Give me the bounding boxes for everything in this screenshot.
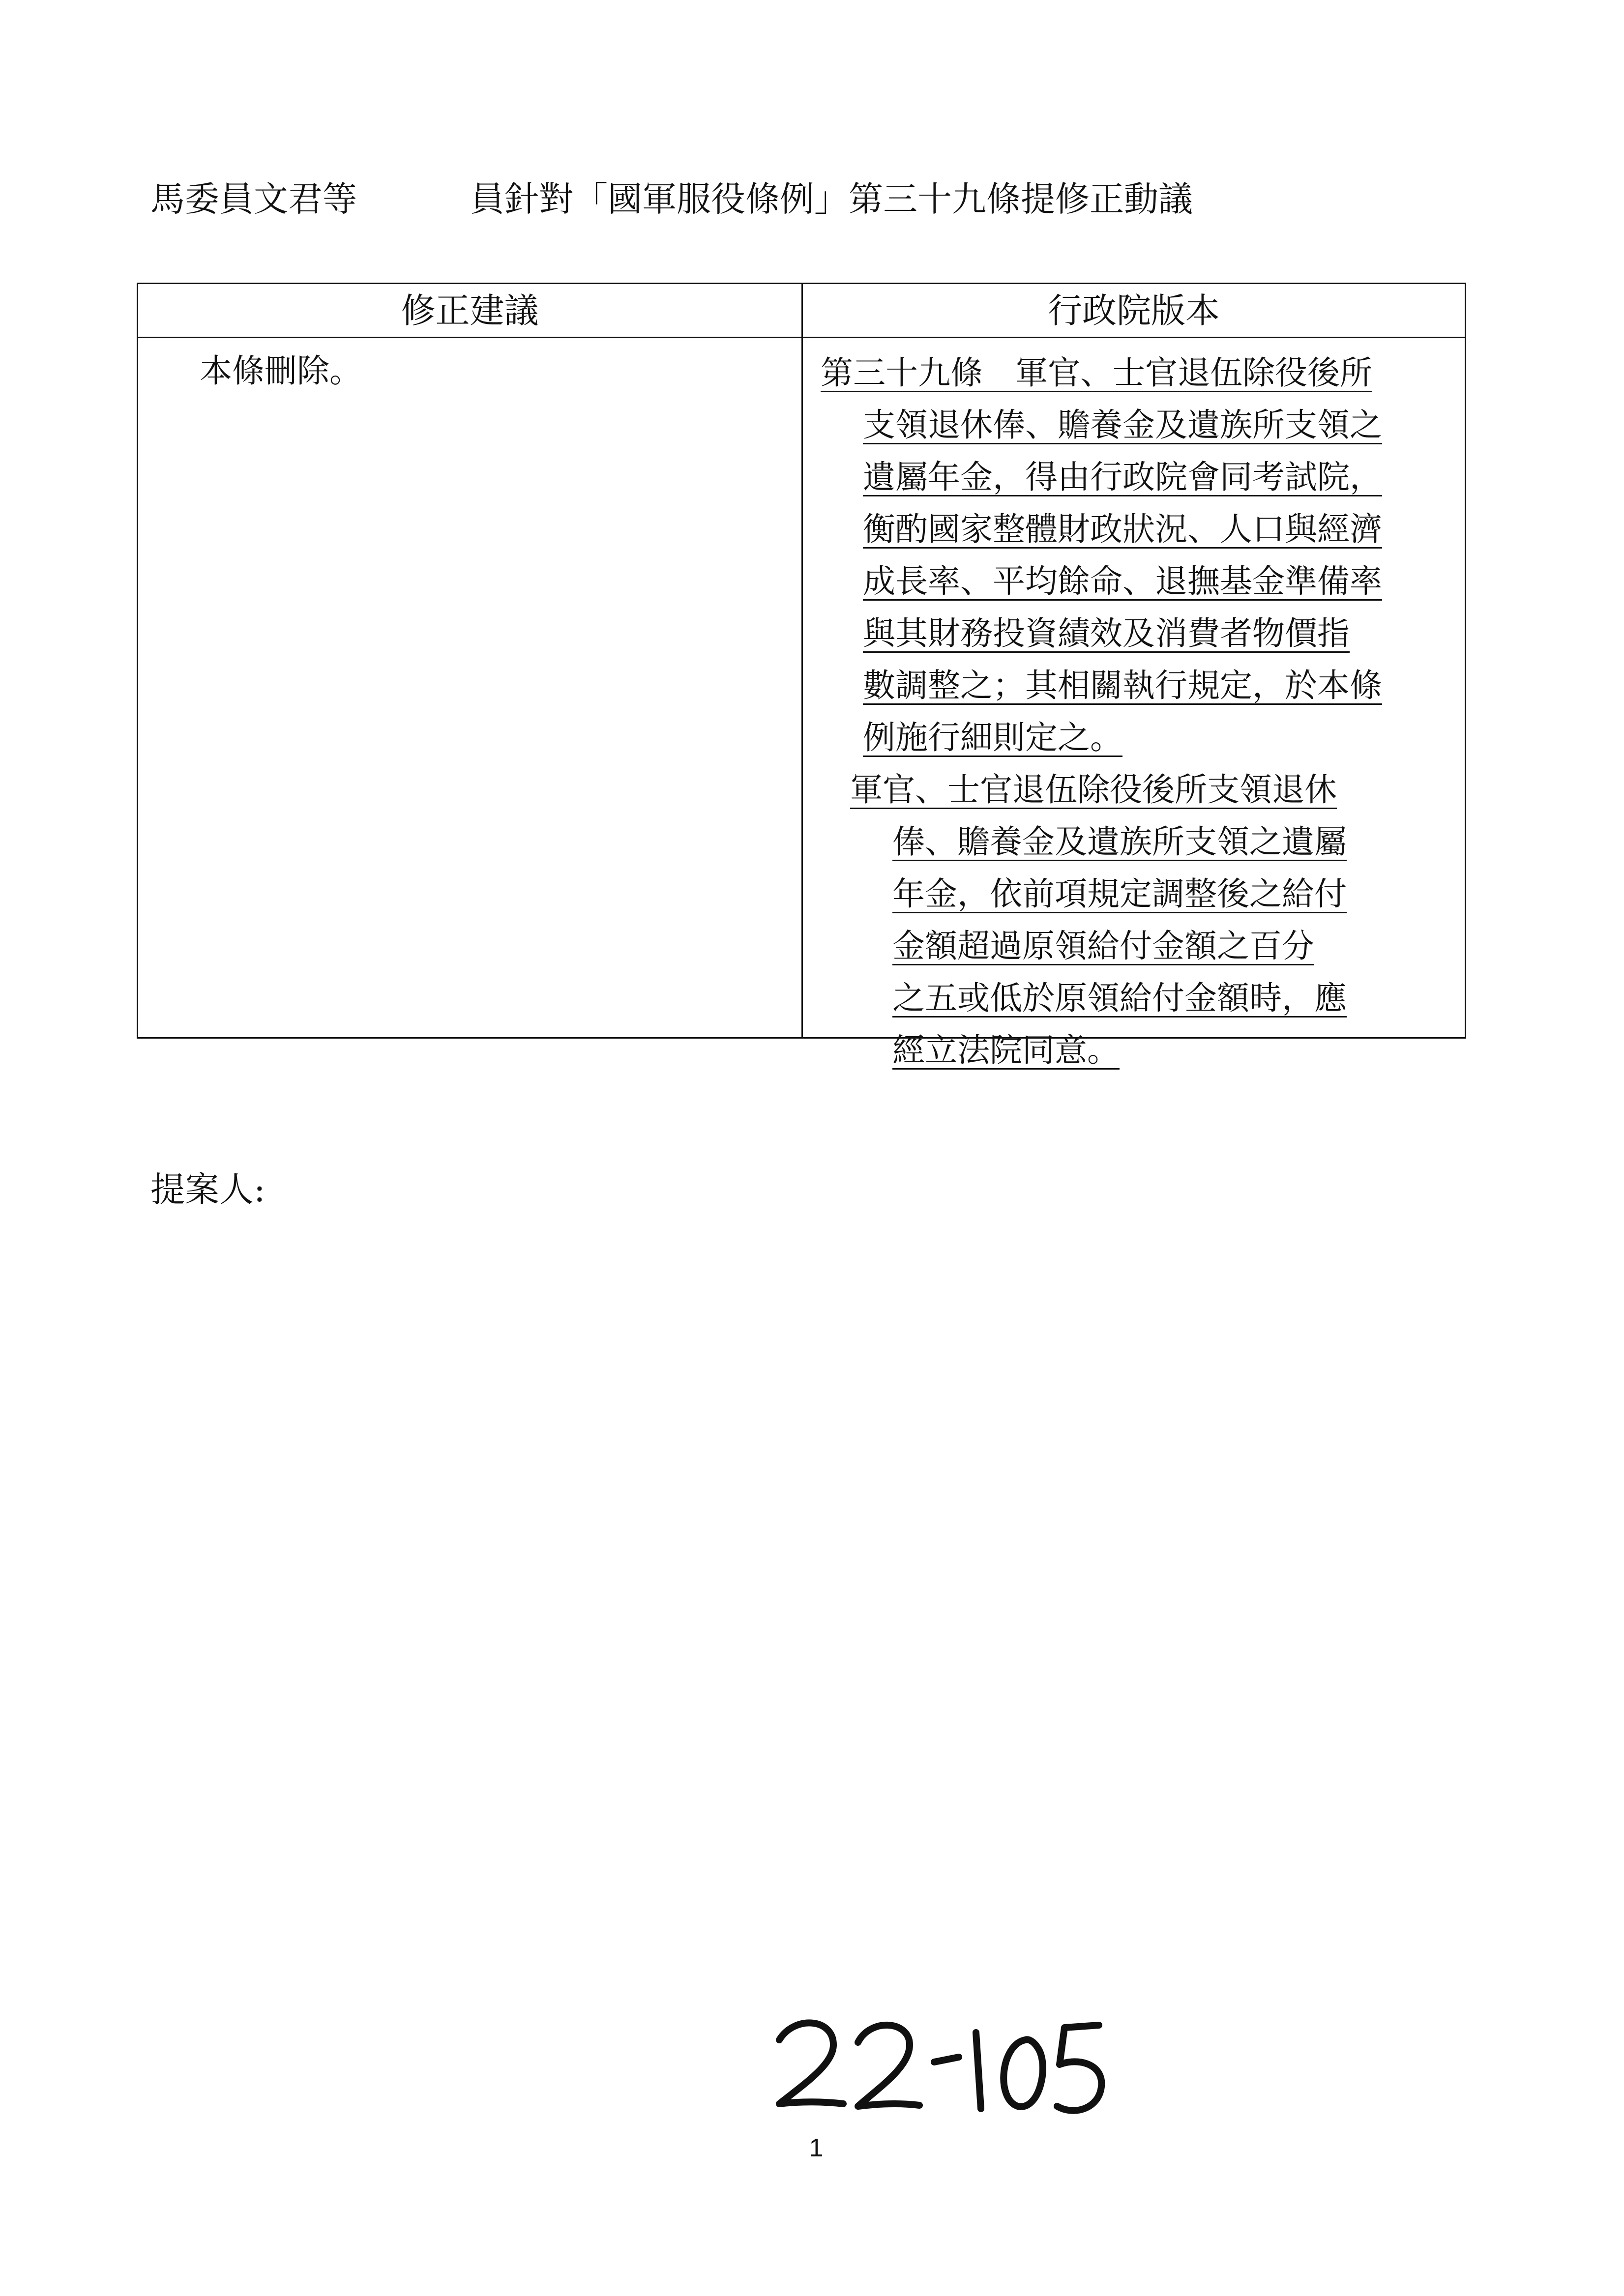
paragraph-line: 第三十九條 軍官、士官退伍除役後所	[821, 354, 1372, 392]
paragraph-line: 俸、贍養金及遺族所支領之遺屬	[892, 823, 1347, 861]
amendment-text: 本條刪除。	[200, 352, 362, 390]
paragraph-line: 支領退休俸、贍養金及遺族所支領之	[863, 406, 1382, 444]
paragraph-line: 成長率、平均餘命、退撫基金準備率	[863, 562, 1382, 600]
executive-version-text	[803, 338, 1465, 1076]
page-number: 1	[809, 2134, 824, 2162]
paragraph-line: 經立法院同意。	[892, 1031, 1120, 1069]
paragraph-line: 年金，依前項規定調整後之給付	[892, 875, 1347, 913]
paragraph-line: 數調整之；其相關執行規定，於本條	[863, 667, 1382, 704]
article-paragraph-1	[821, 347, 1453, 764]
header-proposers: 馬委員文君等	[150, 179, 357, 219]
paragraph-line: 例施行細則定之。	[863, 719, 1122, 756]
paragraph-line: 之五或低於原領給付金額時，應	[892, 979, 1347, 1017]
proposer-label: 提案人:	[150, 1169, 266, 1210]
column-amendment	[138, 284, 803, 1037]
article-paragraph-2	[821, 764, 1453, 1076]
paragraph-line: 衡酌國家整體財政狀況、人口與經濟	[863, 510, 1382, 548]
comparison-table	[137, 283, 1466, 1069]
header-motion-title: 員針對「國軍服役條例」第三十九條提修正動議	[470, 179, 1193, 219]
column-header-executive-version: 行政院版本	[803, 284, 1465, 338]
document-header	[150, 177, 1478, 221]
handwritten-document-number	[765, 2005, 1109, 2133]
paragraph-line: 軍官、士官退伍除役後所支領退休	[850, 771, 1337, 809]
column-header-amendment: 修正建議	[138, 284, 801, 338]
paragraph-line: 遺屬年金，得由行政院會同考試院，	[863, 458, 1382, 496]
column-executive-version	[803, 284, 1465, 1069]
paragraph-line: 金額超過原領給付金額之百分	[892, 927, 1314, 965]
paragraph-line: 與其財務投資績效及消費者物價指	[863, 614, 1350, 652]
